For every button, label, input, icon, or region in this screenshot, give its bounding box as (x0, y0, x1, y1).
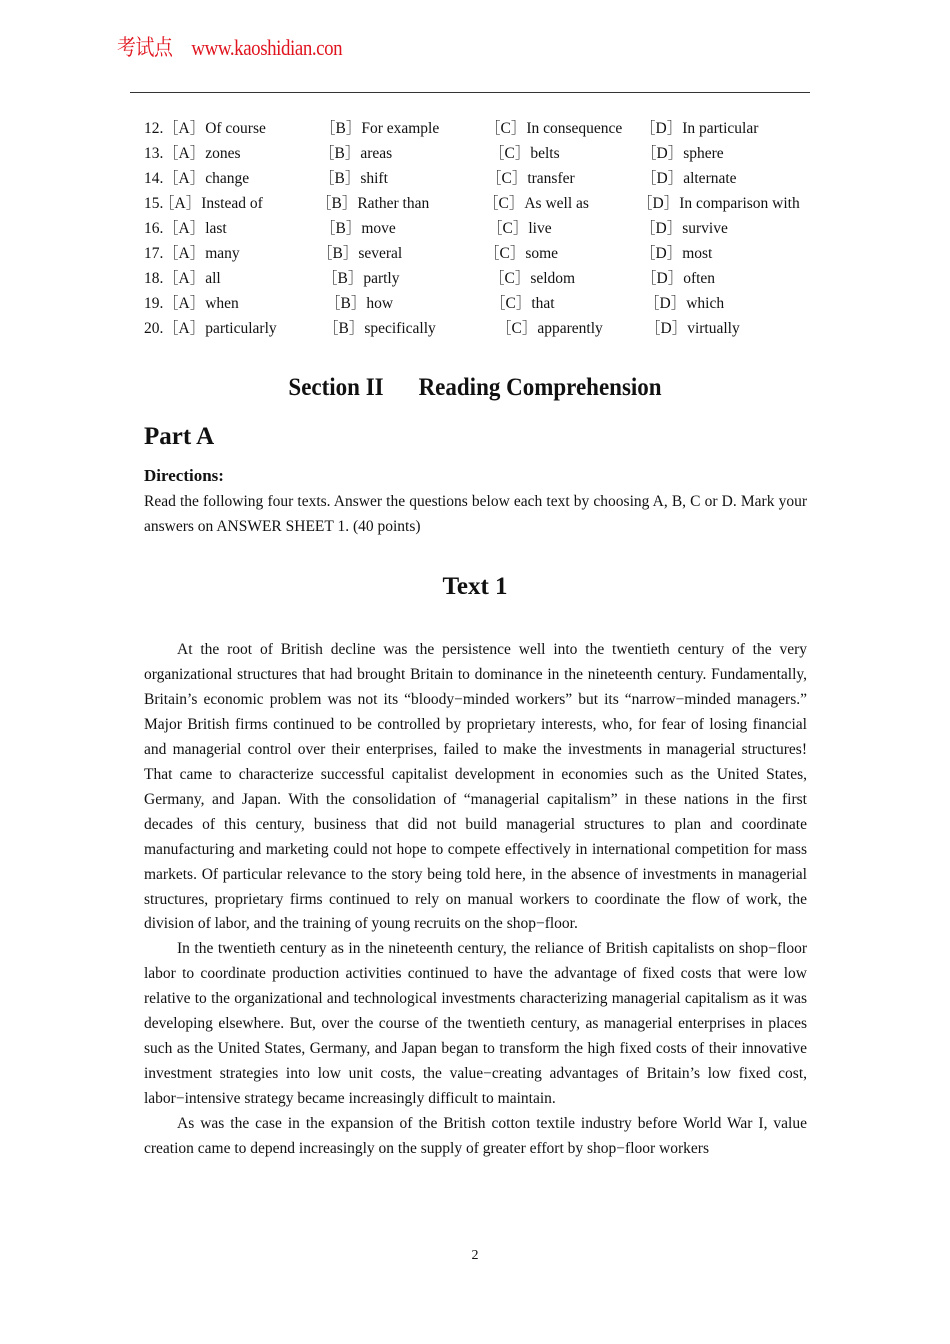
option-b: ［B］For example (320, 120, 440, 137)
answer-options-list (144, 116, 824, 341)
option-b: ［B］move (320, 220, 396, 237)
option-c: ［C］transfer (486, 170, 575, 187)
question-number: 14. (144, 170, 164, 187)
option-a: ［A］particularly (163, 320, 277, 337)
site-url: www.kaoshidian.con (191, 35, 343, 60)
directions-label: Directions: (144, 466, 224, 485)
passage-paragraph: At the root of British decline was the persistence well into the twentieth century of the very organizational structures that had brought Britain to dominance in the nineteenth century. Fundamentally, Britain’s economic problem was not its “bloody−minded workers” but its “narrow−minded managers.” Major British firms continued to be controlled by proprietary interests, who, for fear of losing financial and managerial control over their enterprises, failed to make the investments in managerial structures! That came to characterize successful capitalist development in economies such as the United States, Germany, and Japan. With the consolidation of “managerial capitalism” in these nations in the first decades of this century, business that did not build managerial structures to plan and coordinate manufacturing and marketing could not hope to compete effectively in international competition for mass markets. Of particular relevance to the story being told here, in the absence of investments in managerial structures, proprietary firms continued to rely on manual workers to coordinate the flow of work, the division of labor, and the training of young recruits on the shop−floor. (144, 641, 807, 933)
question-options-12 (144, 116, 824, 141)
question-options-19 (144, 291, 824, 316)
passage-paragraph: As was the case in the expansion of the British cotton textile industry before World War I, value creation came to depend increasingly on the supply of greater effort by shop−floor workers (144, 1115, 807, 1158)
option-a: ［A］zones (163, 145, 241, 162)
option-a: ［A］last (163, 220, 227, 237)
question-options-15 (144, 191, 824, 216)
option-b: ［B］Rather than (316, 195, 430, 212)
option-a: ［A］all (163, 270, 221, 287)
option-b: ［B］several (317, 245, 403, 262)
question-number: 18. (144, 270, 164, 287)
option-d: ［D］which (644, 295, 725, 312)
option-b: ［B］shift (319, 170, 388, 187)
question-options-18 (144, 266, 824, 291)
option-a: ［A］Instead of (159, 195, 263, 212)
question-options-14 (144, 166, 824, 191)
question-number: 12. (144, 120, 164, 137)
page-number: 2 (471, 1248, 479, 1263)
section-name: Reading Comprehension (418, 374, 662, 401)
section-number: Section II (288, 374, 384, 401)
header-divider (130, 92, 810, 93)
passage-paragraph: In the twentieth century as in the nineteenth century, the reliance of British capitalists on shop−floor labor to coordinate production activities continued to have the advantage of fixed costs that were low relative to the organizational and technological investments characterizing managerial capitalism as it was developing elsewhere. But, over the course of the twentieth century, as managerial enterprises in places such as the United States, Germany, and Japan began to transform the high fixed costs of their innovative investment strategies into low unit costs, the value−creating advantages of Britain’s low fixed cost, labor−intensive strategy became increasingly difficult to maintain. (144, 940, 807, 1108)
option-a: ［A］when (163, 295, 239, 312)
text-title: Text 1 (442, 573, 508, 600)
passage-text-1 (144, 638, 807, 1162)
option-a: ［A］many (163, 245, 240, 262)
option-c: ［C］apparently (496, 320, 603, 337)
option-c: ［C］that (490, 295, 555, 312)
option-d: ［D］In particular (640, 120, 759, 137)
option-c: ［C］In consequence (485, 120, 623, 137)
option-d: ［D］In comparison with (637, 195, 800, 212)
option-b: ［B］how (325, 295, 394, 312)
question-number: 17. (144, 245, 164, 262)
question-number: 19. (144, 295, 164, 312)
option-b: ［B］areas (319, 145, 393, 162)
option-a: ［A］Of course (163, 120, 266, 137)
option-a: ［A］change (163, 170, 250, 187)
question-options-13 (144, 141, 824, 166)
option-d: ［D］most (640, 245, 713, 262)
option-d: ［D］often (641, 270, 716, 287)
directions-text: Read the following four texts. Answer the questions below each text by choosing A, B, C or D. Mark your answers on ANSWER SHEET 1. (40 points) (144, 493, 807, 535)
question-number: 16. (144, 220, 164, 237)
option-d: ［D］alternate (641, 170, 737, 187)
section-title (38, 374, 912, 402)
option-c: ［C］belts (489, 145, 560, 162)
question-number: 13. (144, 145, 164, 162)
option-d: ［D］sphere (641, 145, 724, 162)
site-name: 考试点 (117, 35, 173, 60)
option-d: ［D］survive (640, 220, 728, 237)
option-d: ［D］virtually (645, 320, 740, 337)
question-options-16 (144, 216, 824, 241)
option-c: ［C］seldom (489, 270, 576, 287)
site-watermark (117, 31, 342, 62)
question-options-17 (144, 241, 824, 266)
option-c: ［C］As well as (483, 195, 589, 212)
option-b: ［B］partly (322, 270, 400, 287)
question-number: 15. (144, 195, 164, 212)
part-title: Part A (144, 423, 215, 450)
option-b: ［B］specifically (323, 320, 436, 337)
option-c: ［C］live (487, 220, 552, 237)
question-number: 20. (144, 320, 164, 337)
question-options-20 (144, 316, 824, 341)
option-c: ［C］some (484, 245, 559, 262)
